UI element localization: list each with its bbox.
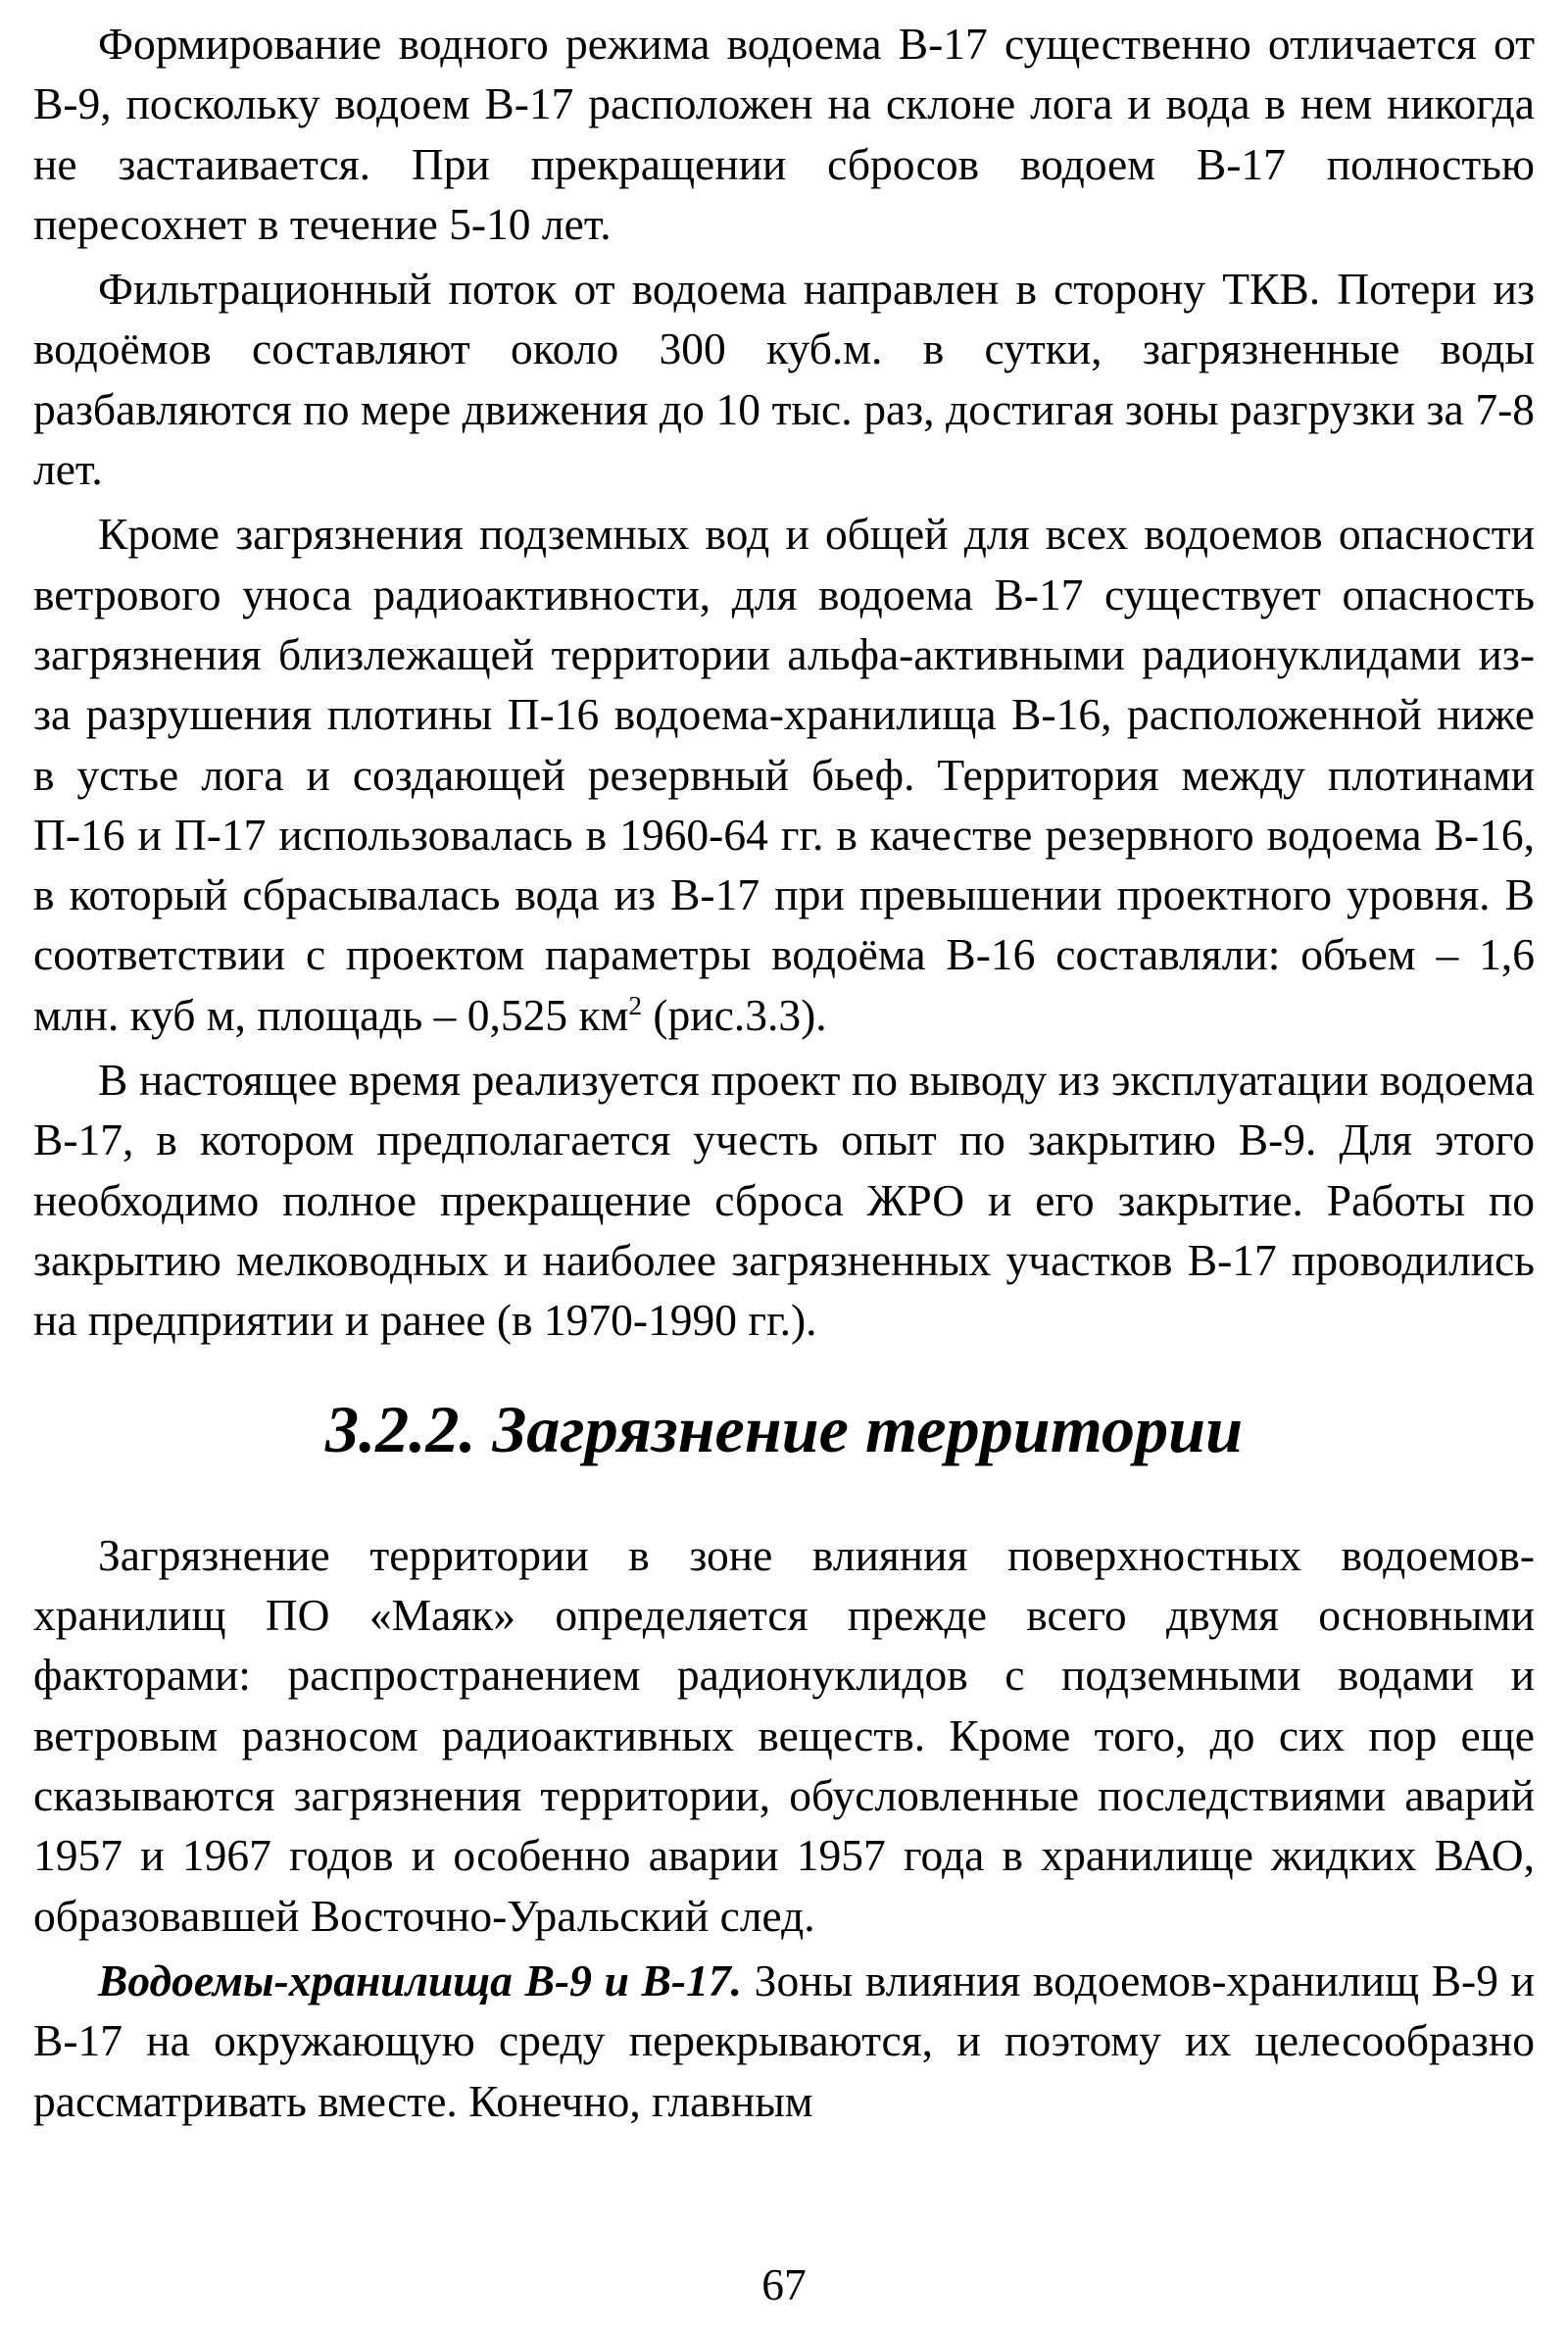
page-body [33,14,1535,2136]
paragraph-water-regime: Формирование водного режима водоема В-17 существенно отличается от В-9, поскольку водоем В-17 расположен на склоне лога и вода в нем никогда не застаивается. При прекращении сбросов водоем В-17 полностью пересохнет в течение 5-10 лет. [33,19,1535,249]
paragraph-reservoirs-lead: Водоемы-хранилища В-9 и В-17. [98,1955,742,2005]
superscript-exponent: 2 [628,990,643,1020]
paragraph-reservoirs [33,1951,1535,2131]
page-number: 67 [761,2259,807,2309]
paragraph-contamination-risk [33,504,1535,1045]
section-heading [33,1391,1535,1466]
section-number: 3.2.2. [324,1391,476,1466]
paragraph-filtration: Фильтрационный поток от водоема направлен в сторону ТКВ. Потери из водоёмов составляют около 300 куб.м. в сутки, загрязненные воды разбавляются по мере движения до 10 тыс. раз, достигая зоны разгрузки за 7-8 лет. [33,264,1535,495]
section-title: Загрязнение территории [492,1391,1244,1466]
paragraph-contamination-text: Кроме загрязнения подземных вод и общей для всех водоемов опасности ветрового уноса радиоактивности, для водоема В-17 существует опасность загрязнения близлежащей территории альфа-активными радионуклидами из-за разрушения плотины П-16 водоема-хранилища В-16, расположенной ниже в устье лога и создающей резервный бьеф. Территория между плотинами П-16 и П-17 использовалась в 1960-64 гг. в качестве резервного водоема В-16, в который сбрасывалась вода из В-17 при превышении проектного уровня. В соответствии с проектом параметры водоёма В-16 составляли: объем – 1,6 млн. куб м, площадь – 0,525 км [33,509,1535,1040]
paragraph-contamination-figure-ref: (рис.3.3). [642,989,827,1040]
paragraph-decommissioning: В настоящее время реализуется проект по выводу из эксплуатации водоема В-17, в котором предполагается учесть опыт по закрытию В-9. Для этого необходимо полное прекращение сброса ЖРО и его закрытие. Работы по закрытию мелководных и наиболее загрязненных участков В-17 проводились на предприятии и ранее (в 1970-1990 гг.). [33,1055,1535,1346]
paragraph-reservoirs-text: Зоны влияния водоемов-хранилищ В-9 и В-17 на окружающую среду перекрываются, и поэтому их целесообразно рассматривать вместе. Конечно, главным [33,1955,1535,2126]
paragraph-territory-contamination: Загрязнение территории в зоне влияния поверхностных водоемов-хранилищ ПО «Маяк» определяется прежде всего двумя основными факторами: распространением радионуклидов с подземными водами и ветровым разносом радиоактивных веществ. Кроме того, до сих пор еще сказываются загрязнения территории, обусловленные последствиями аварий 1957 и 1967 годов и особенно аварии 1957 года в хранилище жидких ВАО, образовавшей Восточно-Уральский след. [33,1529,1535,1941]
